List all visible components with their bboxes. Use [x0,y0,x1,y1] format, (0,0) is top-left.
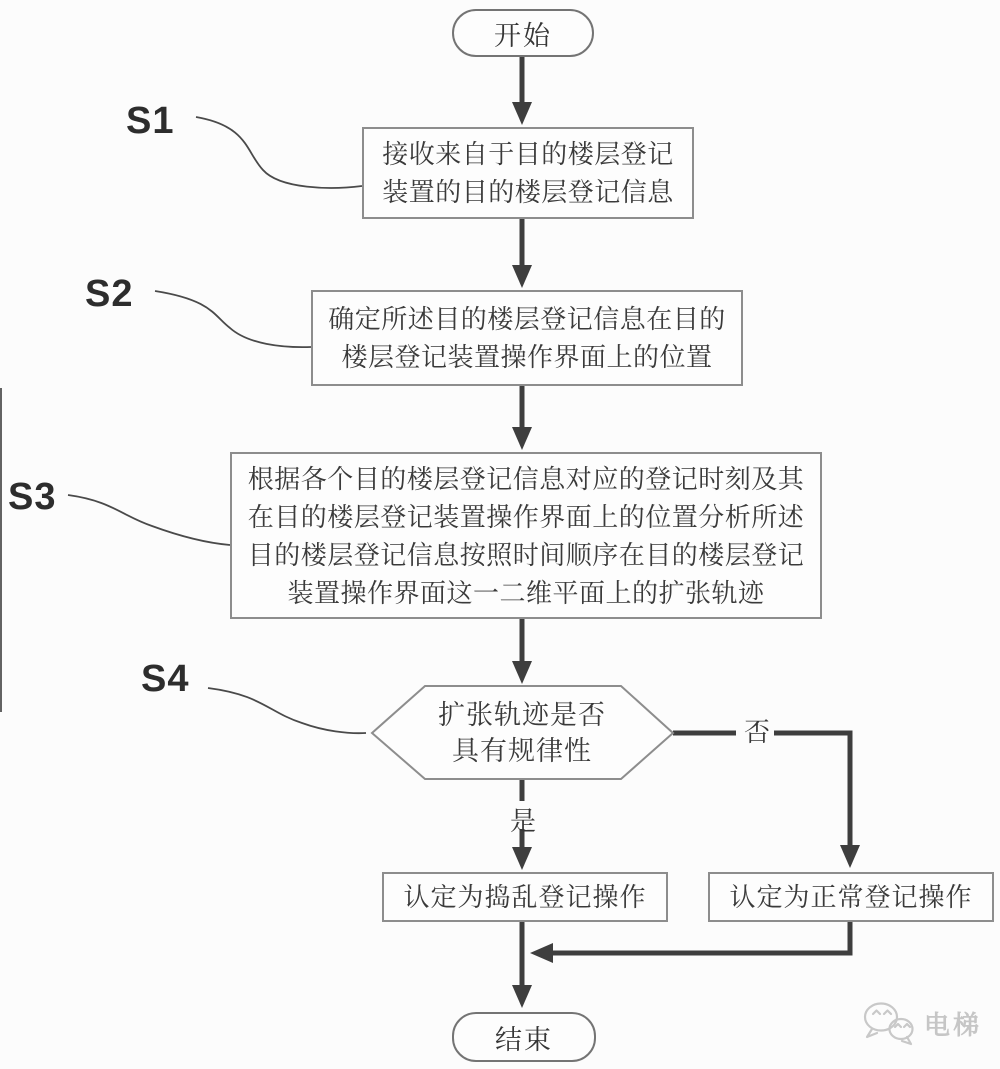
s1-step-label: S1 [126,100,175,142]
normal-result-box [708,872,994,922]
normal-result-label: 认定为正常登记操作 [729,882,973,912]
s1-text-line2: 装置的目的楼层登记信息 [382,177,674,207]
s3-process-box [230,452,822,619]
disruptive-result-box [382,872,668,922]
s2-text-line2: 楼层登记装置操作界面上的位置 [341,342,713,372]
s4-decision-label [397,695,647,771]
s3-text-line2: 在目的楼层登记装置操作界面上的位置分析所述 [247,501,805,532]
s3-text-line4: 装置操作界面这一二维平面上的扩张轨迹 [287,577,765,608]
s3-leader-line [68,495,230,545]
end-terminator [452,1012,596,1062]
s4-step-label: S4 [141,658,190,700]
s2-leader-line [155,291,311,347]
s2-step-label: S2 [85,273,134,315]
s3-text-line1: 根据各个目的楼层登记信息对应的登记时刻及其 [247,463,805,494]
disruptive-result-label: 认定为捣乱登记操作 [403,882,647,912]
no-edge-label: 否 [744,717,771,747]
s4-leader-line [208,688,366,733]
start-label: 开始 [494,20,552,51]
s4-text-line2: 具有规律性 [452,736,592,766]
watermark-text: 电梯 [924,1010,983,1040]
s3-step-label: S3 [8,476,57,518]
s2-text-line1: 确定所述目的楼层登记信息在目的 [328,304,726,334]
s4-text-line1: 扩张轨迹是否 [438,700,606,730]
edge-no-merge [551,919,850,953]
start-terminator [452,9,594,57]
end-label: 结束 [495,1024,553,1055]
yes-edge-label: 是 [510,806,537,836]
s1-leader-line [196,117,362,188]
scan-edge-artifact [0,388,2,712]
s1-text-line1: 接收来自于目的楼层登记 [382,139,674,169]
s2-process-box [311,290,743,386]
wechat-icon [865,1004,913,1045]
s1-process-box [362,127,694,219]
edge-s4-no-right [774,733,850,847]
s3-text-line3: 目的楼层登记信息按照时间顺序在目的楼层登记 [247,539,805,570]
